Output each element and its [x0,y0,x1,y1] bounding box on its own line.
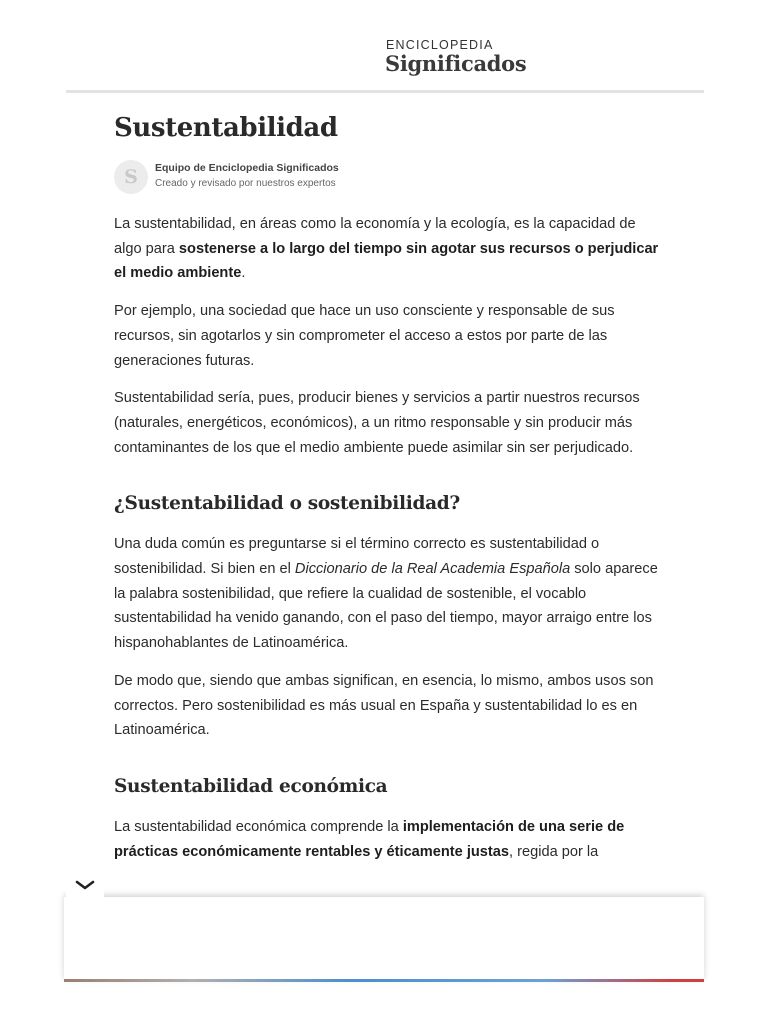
author-subtitle: Creado y revisado por nuestros expertos [155,178,336,189]
paragraph-modo: De modo que, siendo que ambas significan, en esencia, lo mismo, ambos usos son correctos. Pero sostenibilidad es más usual en España y sustentabilidad lo es en Latinoamérica. [114,672,654,739]
page-edge [0,897,64,1024]
author-block [114,160,659,196]
author-avatar: S [114,160,148,194]
section-heading-sustentabilidad-o-sostenibilidad: ¿Sustentabilidad o sostenibilidad? [114,493,460,515]
site-header [66,0,704,93]
ad-accent-line [64,979,704,982]
paragraph-text: , regida por la [509,843,599,860]
section-heading-sustentabilidad-economica: Sustentabilidad económica [114,775,388,797]
site-logo[interactable] [385,38,525,76]
paragraph-economica [114,815,659,864]
paragraph-text: La sustentabilidad, en áreas como la economía y la ecología, es la capacidad de algo para [114,216,636,257]
paragraph-text: solo aparece la palabra sostenibilidad, que refiere la cualidad de sostenible, el vocablo sustentabilidad ha venido ganando, con el paso del tiempo, mayor arraigo entre los hispanohablantes de Latinoamérica. [114,561,658,652]
logo-big-text: Significados [385,51,527,76]
paragraph-example: Por ejemplo, una sociedad que hace un uso consciente y responsable de sus recursos, sin agotarlos y sin comprometer el acceso a estos por parte de las generaciones futuras. [114,303,615,369]
article-title: Sustentabilidad [114,113,338,143]
paragraph-text: Una duda común es preguntarse si el término correcto es sustentabilidad o sostenibilidad. Si bien en el [114,536,600,578]
author-name: Equipo de Enciclopedia Significados [155,162,339,174]
bold-text: implementación de una serie de prácticas económicamente rentables y éticamente justas [114,818,625,860]
paragraph-duda [114,532,659,656]
sticky-ad-panel[interactable] [64,897,704,981]
collapse-ad-button[interactable] [66,872,104,898]
paragraph-text: La sustentabilidad económica comprende la [114,818,403,835]
paragraph-intro [114,212,659,286]
italic-text: Diccionario de la Real Academia Española [294,561,571,578]
paragraph-definition: Sustentabilidad sería, pues, producir bienes y servicios a partir nuestros recursos (naturales, energéticos, económicos), a un ritmo responsable y sin producir más contaminantes de los que el medio ambiente puede asimilar sin ser perjudicado. [114,390,640,456]
chevron-down-icon [74,879,96,891]
paragraph-text: . [241,265,246,282]
logo-small-text: ENCICLOPEDIA [386,38,494,52]
article [114,108,659,877]
bold-text: sostenerse a lo largo del tiempo sin agotar sus recursos o perjudicar el medio ambiente [114,240,659,282]
